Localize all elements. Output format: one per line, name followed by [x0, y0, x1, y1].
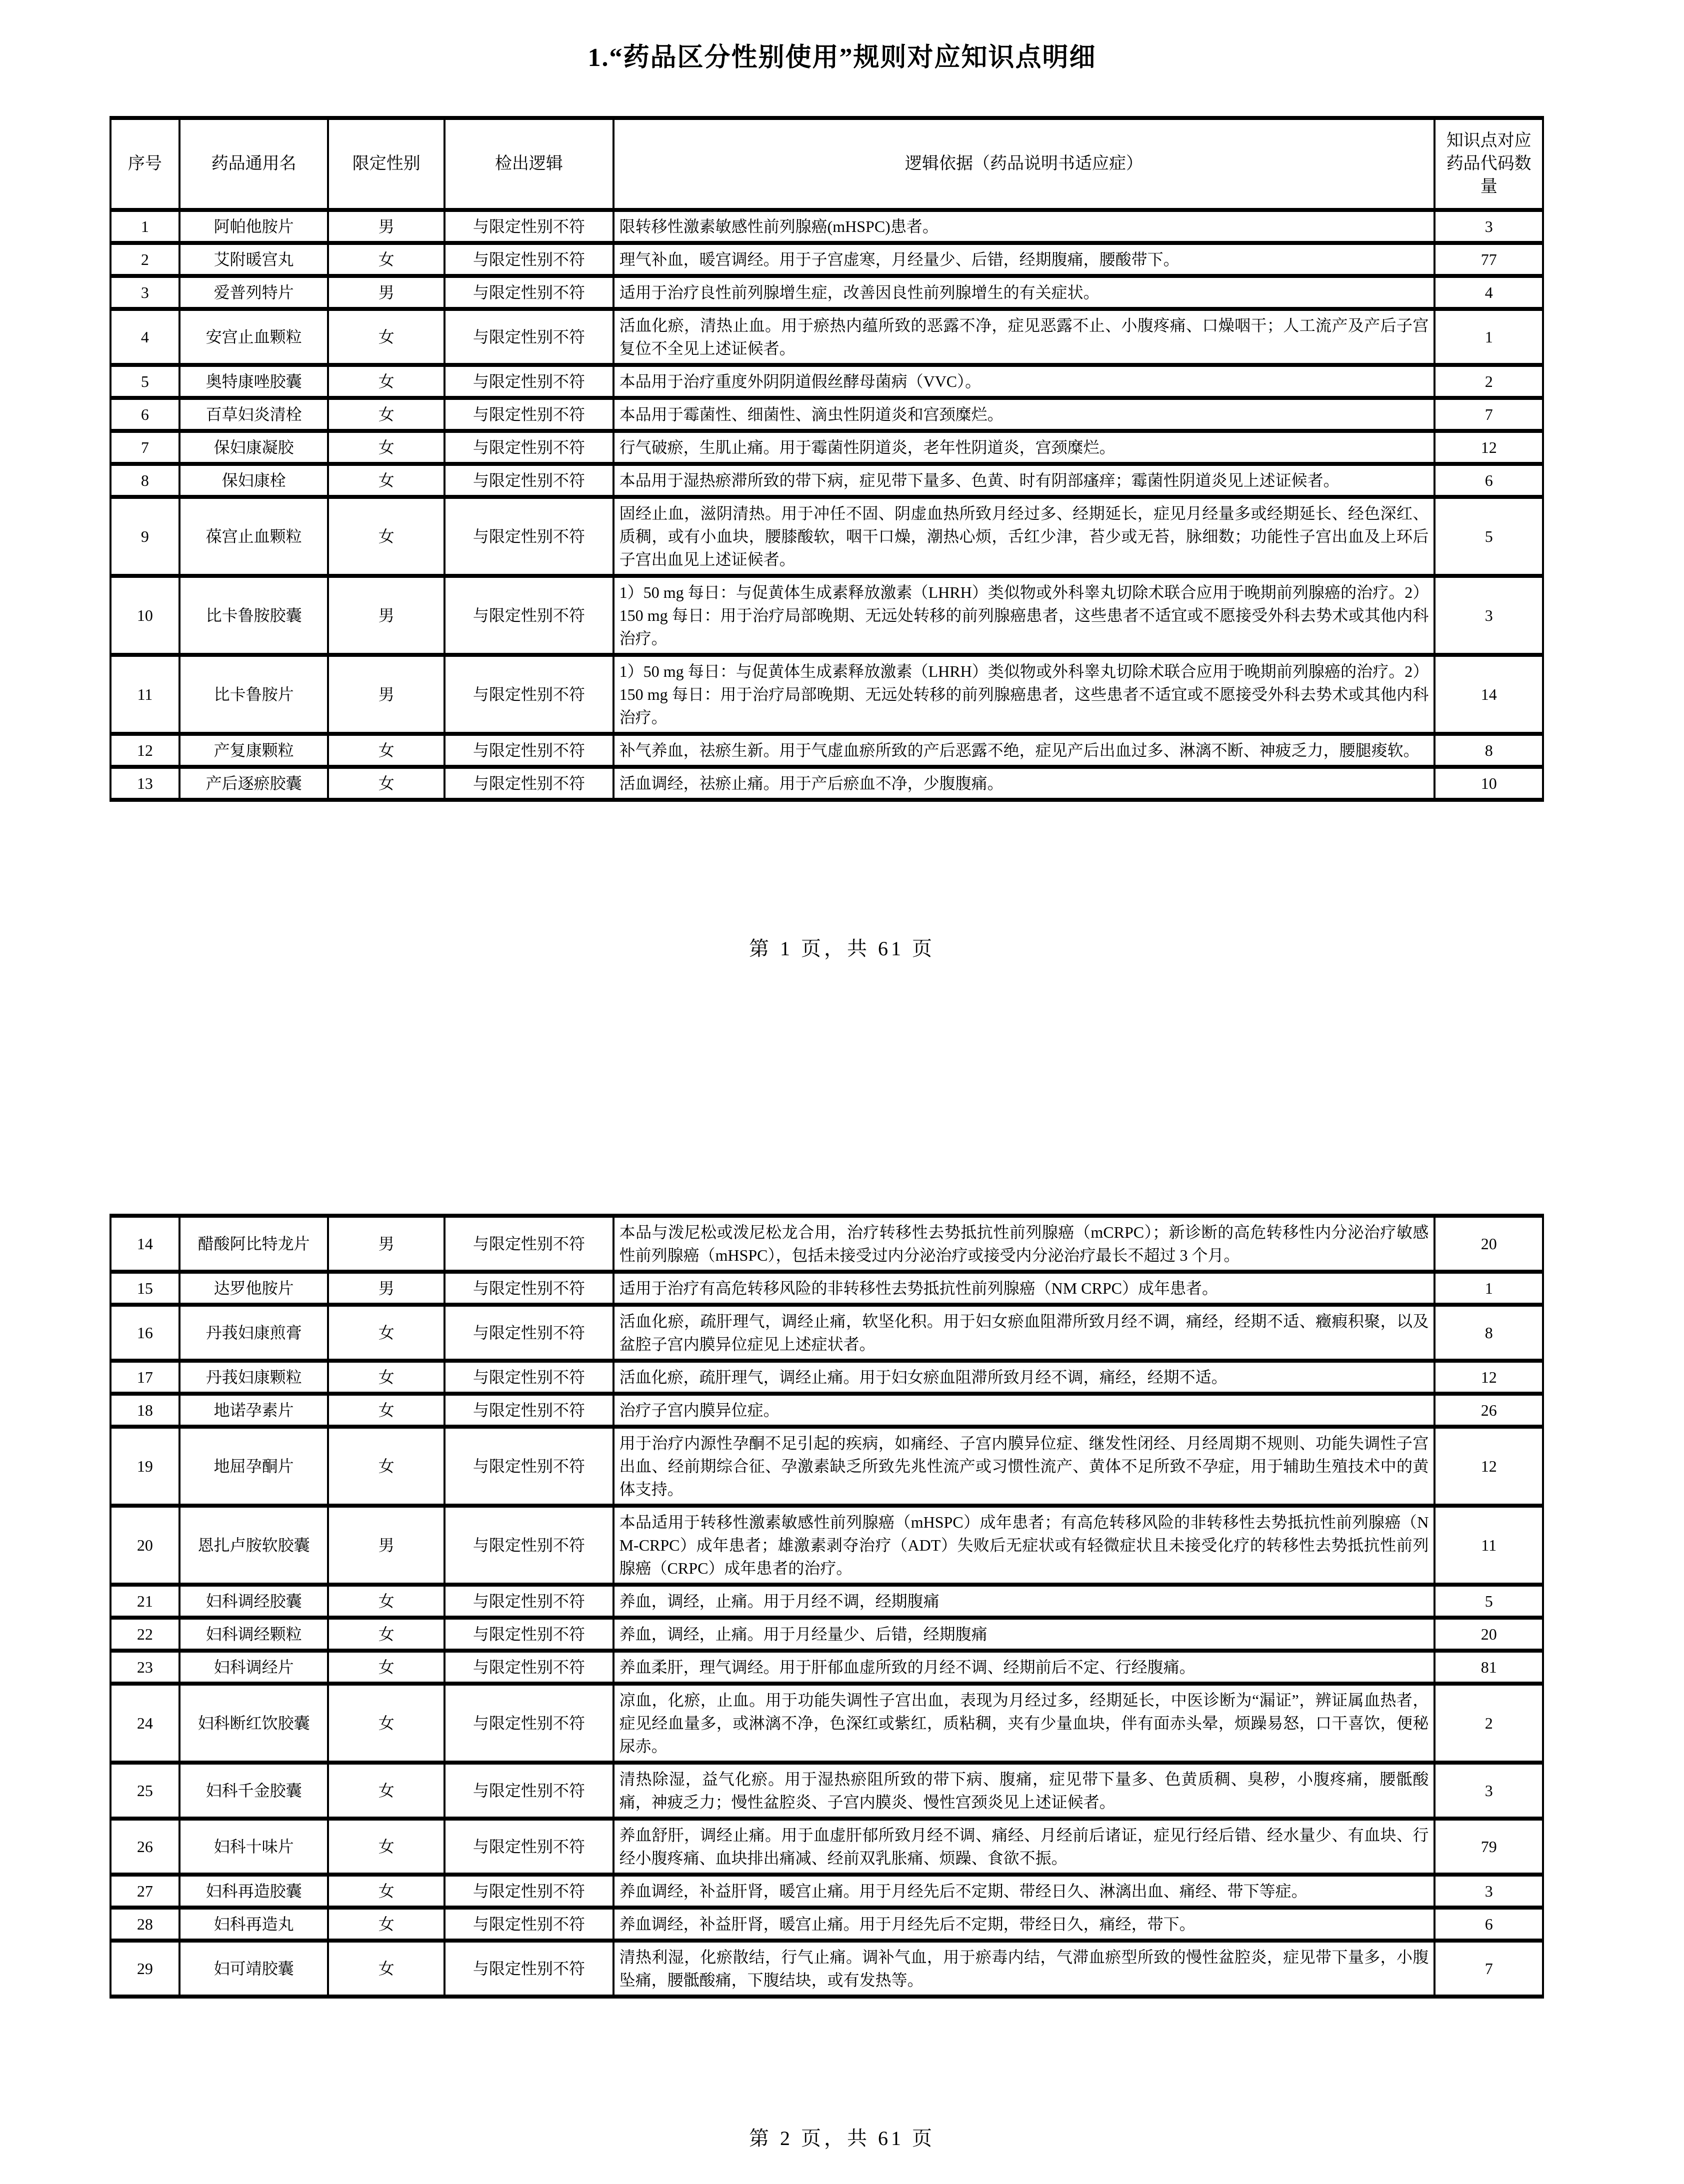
cell-logic: 与限定性别不符 [444, 1427, 613, 1506]
cell-no: 16 [110, 1305, 180, 1361]
cell-gender: 男 [328, 276, 444, 309]
cell-count: 12 [1434, 1427, 1543, 1506]
cell-name: 安宫止血颗粒 [180, 309, 328, 365]
cell-basis: 适用于治疗有高危转移风险的非转移性去势抵抗性前列腺癌（NM CRPC）成年患者。 [614, 1272, 1435, 1305]
cell-name: 妇科调经颗粒 [180, 1618, 328, 1651]
table-row [110, 398, 1543, 431]
table-row [110, 1506, 1543, 1585]
table-row [110, 309, 1543, 365]
cell-logic: 与限定性别不符 [444, 1763, 613, 1819]
cell-logic: 与限定性别不符 [444, 767, 613, 800]
cell-gender: 男 [328, 576, 444, 655]
cell-count: 1 [1434, 309, 1543, 365]
cell-basis: 活血化瘀，疏肝理气，调经止痛。用于妇女瘀血阻滞所致月经不调，痛经，经期不适。 [614, 1361, 1435, 1394]
cell-count: 6 [1434, 1908, 1543, 1941]
cell-basis: 养血柔肝，理气调经。用于肝郁血虚所致的月经不调、经期前后不定、行经腹痛。 [614, 1651, 1435, 1684]
cell-no: 22 [110, 1618, 180, 1651]
cell-name: 地屈孕酮片 [180, 1427, 328, 1506]
cell-count: 12 [1434, 1361, 1543, 1394]
cell-name: 妇科断红饮胶囊 [180, 1684, 328, 1763]
cell-name: 达罗他胺片 [180, 1272, 328, 1305]
cell-basis: 本品用于湿热瘀滞所致的带下病，症见带下量多、色黄、时有阴部瘙痒；霉菌性阴道炎见上述证候者。 [614, 464, 1435, 497]
table-row [110, 1684, 1543, 1763]
cell-basis: 活血化瘀，疏肝理气，调经止痛，软坚化积。用于妇女瘀血阻滞所致月经不调，痛经，经期不适、癥瘕积聚，以及盆腔子宫内膜异位症见上述症状者。 [614, 1305, 1435, 1361]
cell-count: 2 [1434, 365, 1543, 398]
cell-basis: 行气破瘀，生肌止痛。用于霉菌性阴道炎，老年性阴道炎，宫颈糜烂。 [614, 431, 1435, 464]
table-body-page-1 [110, 210, 1543, 800]
cell-gender: 女 [328, 1361, 444, 1394]
cell-name: 恩扎卢胺软胶囊 [180, 1506, 328, 1585]
table-body-page-2 [110, 1216, 1543, 1997]
column-header-no: 序号 [110, 118, 180, 210]
cell-count: 10 [1434, 767, 1543, 800]
cell-count: 2 [1434, 1684, 1543, 1763]
page-footer-1: 第 1 页，共 61 页 [749, 937, 935, 960]
table-row [110, 1305, 1543, 1361]
table-row [110, 210, 1543, 243]
cell-gender: 男 [328, 1216, 444, 1272]
cell-name: 葆宫止血颗粒 [180, 497, 328, 576]
cell-no: 20 [110, 1506, 180, 1585]
cell-no: 19 [110, 1427, 180, 1506]
cell-logic: 与限定性别不符 [444, 243, 613, 276]
cell-no: 27 [110, 1875, 180, 1908]
cell-logic: 与限定性别不符 [444, 1819, 613, 1875]
table-row [110, 431, 1543, 464]
cell-basis: 活血调经，祛瘀止痛。用于产后瘀血不净，少腹腹痛。 [614, 767, 1435, 800]
cell-name: 丹莪妇康颗粒 [180, 1361, 328, 1394]
cell-count: 81 [1434, 1651, 1543, 1684]
table-row [110, 1216, 1543, 1272]
cell-gender: 男 [328, 1506, 444, 1585]
cell-name: 醋酸阿比特龙片 [180, 1216, 328, 1272]
table-row [110, 734, 1543, 767]
cell-logic: 与限定性别不符 [444, 655, 613, 734]
cell-no: 12 [110, 734, 180, 767]
page-footer-2: 第 2 页，共 61 页 [749, 2127, 935, 2150]
table-row [110, 1618, 1543, 1651]
cell-count: 7 [1434, 1941, 1543, 1997]
table-row [110, 767, 1543, 800]
cell-gender: 女 [328, 1394, 444, 1427]
cell-gender: 女 [328, 365, 444, 398]
cell-count: 26 [1434, 1394, 1543, 1427]
cell-logic: 与限定性别不符 [444, 1585, 613, 1618]
table-header [110, 118, 1543, 210]
cell-logic: 与限定性别不符 [444, 210, 613, 243]
cell-logic: 与限定性别不符 [444, 464, 613, 497]
cell-gender: 女 [328, 1941, 444, 1997]
cell-logic: 与限定性别不符 [444, 576, 613, 655]
cell-logic: 与限定性别不符 [444, 398, 613, 431]
cell-basis: 治疗子宫内膜异位症。 [614, 1394, 1435, 1427]
cell-name: 保妇康凝胶 [180, 431, 328, 464]
page-title: 1.“药品区分性别使用”规则对应知识点明细 [588, 43, 1096, 72]
cell-gender: 女 [328, 1908, 444, 1941]
cell-no: 4 [110, 309, 180, 365]
cell-no: 14 [110, 1216, 180, 1272]
table-row [110, 1361, 1543, 1394]
table-row [110, 365, 1543, 398]
cell-count: 6 [1434, 464, 1543, 497]
cell-basis: 养血调经，补益肝肾，暖宫止痛。用于月经先后不定期，带经日久，痛经，带下。 [614, 1908, 1435, 1941]
cell-name: 妇科再造丸 [180, 1908, 328, 1941]
table-row [110, 1875, 1543, 1908]
cell-gender: 女 [328, 1875, 444, 1908]
cell-no: 23 [110, 1651, 180, 1684]
cell-name: 产后逐瘀胶囊 [180, 767, 328, 800]
cell-gender: 女 [328, 243, 444, 276]
cell-basis: 限转移性激素敏感性前列腺癌(mHSPC)患者。 [614, 210, 1435, 243]
cell-name: 妇科十味片 [180, 1819, 328, 1875]
table-row [110, 243, 1543, 276]
cell-basis: 用于治疗内源性孕酮不足引起的疾病，如痛经、子宫内膜异位症、继发性闭经、月经周期不规则、功能失调性子宫出血、经前期综合征、孕激素缺乏所致先兆性流产或习惯性流产、黄体不足所致不孕症，用于辅助生殖技术中的黄体支持。 [614, 1427, 1435, 1506]
cell-name: 比卡鲁胺胶囊 [180, 576, 328, 655]
cell-basis: 1）50 mg 每日：与促黄体生成素释放激素（LHRH）类似物或外科睾丸切除术联合应用于晚期前列腺癌的治疗。2）150 mg 每日：用于治疗局部晚期、无远处转移的前列腺癌患者，这些患者不适宜或不愿接受外科去势术或其他内科治疗。 [614, 576, 1435, 655]
cell-count: 1 [1434, 1272, 1543, 1305]
table-row [110, 1394, 1543, 1427]
table-row [110, 1585, 1543, 1618]
cell-logic: 与限定性别不符 [444, 365, 613, 398]
cell-no: 10 [110, 576, 180, 655]
cell-count: 4 [1434, 276, 1543, 309]
cell-no: 18 [110, 1394, 180, 1427]
cell-no: 11 [110, 655, 180, 734]
cell-basis: 养血，调经，止痛。用于月经不调，经期腹痛 [614, 1585, 1435, 1618]
cell-logic: 与限定性别不符 [444, 1684, 613, 1763]
cell-count: 79 [1434, 1819, 1543, 1875]
cell-logic: 与限定性别不符 [444, 1506, 613, 1585]
cell-count: 3 [1434, 576, 1543, 655]
cell-logic: 与限定性别不符 [444, 497, 613, 576]
cell-basis: 清热除湿，益气化瘀。用于湿热瘀阻所致的带下病、腹痛，症见带下量多、色黄质稠、臭秽，小腹疼痛，腰骶酸痛，神疲乏力；慢性盆腔炎、子宫内膜炎、慢性宫颈炎见上述证候者。 [614, 1763, 1435, 1819]
cell-count: 8 [1434, 1305, 1543, 1361]
rules-table-page-1 [110, 116, 1544, 802]
cell-no: 21 [110, 1585, 180, 1618]
cell-basis: 本品与泼尼松或泼尼松龙合用，治疗转移性去势抵抗性前列腺癌（mCRPC）；新诊断的高危转移性内分泌治疗敏感性前列腺癌（mHSPC），包括未接受过内分泌治疗或接受内分泌治疗最长不超过 3 个月。 [614, 1216, 1435, 1272]
cell-count: 8 [1434, 734, 1543, 767]
cell-logic: 与限定性别不符 [444, 1908, 613, 1941]
cell-count: 7 [1434, 398, 1543, 431]
cell-no: 29 [110, 1941, 180, 1997]
cell-count: 3 [1434, 1763, 1543, 1819]
cell-count: 5 [1434, 1585, 1543, 1618]
cell-gender: 男 [328, 655, 444, 734]
cell-logic: 与限定性别不符 [444, 1216, 613, 1272]
cell-name: 妇科千金胶囊 [180, 1763, 328, 1819]
cell-logic: 与限定性别不符 [444, 1272, 613, 1305]
cell-basis: 养血，调经，止痛。用于月经量少、后错，经期腹痛 [614, 1618, 1435, 1651]
cell-logic: 与限定性别不符 [444, 1618, 613, 1651]
cell-no: 24 [110, 1684, 180, 1763]
cell-no: 17 [110, 1361, 180, 1394]
cell-name: 妇科调经片 [180, 1651, 328, 1684]
cell-name: 地诺孕素片 [180, 1394, 328, 1427]
table-row [110, 497, 1543, 576]
cell-gender: 女 [328, 767, 444, 800]
cell-basis: 适用于治疗良性前列腺增生症，改善因良性前列腺增生的有关症状。 [614, 276, 1435, 309]
cell-name: 保妇康栓 [180, 464, 328, 497]
cell-basis: 养血调经，补益肝肾，暖宫止痛。用于月经先后不定期、带经日久、淋漓出血、痛经、带下等症。 [614, 1875, 1435, 1908]
cell-gender: 女 [328, 1684, 444, 1763]
cell-gender: 女 [328, 309, 444, 365]
column-header-name: 药品通用名 [180, 118, 328, 210]
cell-count: 3 [1434, 1875, 1543, 1908]
cell-gender: 女 [328, 1427, 444, 1506]
table-row [110, 276, 1543, 309]
cell-basis: 养血舒肝，调经止痛。用于血虚肝郁所致月经不调、痛经、月经前后诸证，症见行经后错、经水量少、有血块、行经小腹疼痛、血块排出痛减、经前双乳胀痛、烦躁、食欲不振。 [614, 1819, 1435, 1875]
column-header-basis: 逻辑依据（药品说明书适应症） [614, 118, 1435, 210]
column-header-logic: 检出逻辑 [444, 118, 613, 210]
cell-no: 13 [110, 767, 180, 800]
cell-logic: 与限定性别不符 [444, 276, 613, 309]
cell-no: 9 [110, 497, 180, 576]
cell-logic: 与限定性别不符 [444, 1305, 613, 1361]
cell-no: 28 [110, 1908, 180, 1941]
cell-no: 26 [110, 1819, 180, 1875]
cell-count: 14 [1434, 655, 1543, 734]
cell-count: 11 [1434, 1506, 1543, 1585]
table-row [110, 1763, 1543, 1819]
cell-name: 比卡鲁胺片 [180, 655, 328, 734]
cell-gender: 女 [328, 734, 444, 767]
cell-no: 1 [110, 210, 180, 243]
cell-gender: 女 [328, 1305, 444, 1361]
cell-no: 15 [110, 1272, 180, 1305]
cell-name: 爱普列特片 [180, 276, 328, 309]
cell-no: 6 [110, 398, 180, 431]
cell-basis: 凉血，化瘀，止血。用于功能失调性子宫出血，表现为月经过多，经期延长，中医诊断为“漏证”，辨证属血热者，症见经血量多，或淋漓不净，色深红或紫红，质粘稠，夹有少量血块，伴有面赤头晕，烦躁易怒，口干喜饮，便秘尿赤。 [614, 1684, 1435, 1763]
cell-no: 7 [110, 431, 180, 464]
table-row [110, 576, 1543, 655]
cell-logic: 与限定性别不符 [444, 309, 613, 365]
cell-count: 12 [1434, 431, 1543, 464]
cell-name: 百草妇炎清栓 [180, 398, 328, 431]
cell-gender: 女 [328, 464, 444, 497]
table-row [110, 655, 1543, 734]
cell-gender: 男 [328, 210, 444, 243]
cell-basis: 清热利湿，化瘀散结，行气止痛。调补气血，用于瘀毒内结，气滞血瘀型所致的慢性盆腔炎，症见带下量多，小腹坠痛，腰骶酸痛，下腹结块，或有发热等。 [614, 1941, 1435, 1997]
cell-basis: 本品用于治疗重度外阴阴道假丝酵母菌病（VVC）。 [614, 365, 1435, 398]
cell-gender: 男 [328, 1272, 444, 1305]
table-row [110, 464, 1543, 497]
cell-name: 奥特康唑胶囊 [180, 365, 328, 398]
cell-count: 5 [1434, 497, 1543, 576]
cell-name: 产复康颗粒 [180, 734, 328, 767]
cell-basis: 活血化瘀，清热止血。用于瘀热内蕴所致的恶露不净，症见恶露不止、小腹疼痛、口燥咽干；人工流产及产后子宫复位不全见上述证候者。 [614, 309, 1435, 365]
cell-gender: 女 [328, 1763, 444, 1819]
cell-logic: 与限定性别不符 [444, 1941, 613, 1997]
cell-logic: 与限定性别不符 [444, 734, 613, 767]
cell-gender: 女 [328, 398, 444, 431]
table-row [110, 1941, 1543, 1997]
cell-gender: 女 [328, 1819, 444, 1875]
cell-logic: 与限定性别不符 [444, 1875, 613, 1908]
column-header-gender: 限定性别 [328, 118, 444, 210]
table-row [110, 1427, 1543, 1506]
cell-gender: 女 [328, 1651, 444, 1684]
rules-table-page-2 [110, 1214, 1544, 1999]
cell-gender: 女 [328, 431, 444, 464]
cell-basis: 本品适用于转移性激素敏感性前列腺癌（mHSPC）成年患者；有高危转移风险的非转移性去势抵抗性前列腺癌（NM-CRPC）成年患者；雄激素剥夺治疗（ADT）失败后无症状或有轻微症状且未接受化疗的转移性去势抵抗性前列腺癌（CRPC）成年患者的治疗。 [614, 1506, 1435, 1585]
cell-no: 5 [110, 365, 180, 398]
cell-gender: 女 [328, 1585, 444, 1618]
cell-gender: 女 [328, 1618, 444, 1651]
cell-basis: 1）50 mg 每日：与促黄体生成素释放激素（LHRH）类似物或外科睾丸切除术联合应用于晚期前列腺癌的治疗。2）150 mg 每日：用于治疗局部晚期、无远处转移的前列腺癌患者，这些患者不适宜或不愿接受外科去势术或其他内科治疗。 [614, 655, 1435, 734]
cell-logic: 与限定性别不符 [444, 1394, 613, 1427]
cell-count: 20 [1434, 1618, 1543, 1651]
cell-logic: 与限定性别不符 [444, 1651, 613, 1684]
cell-count: 77 [1434, 243, 1543, 276]
table-row [110, 1819, 1543, 1875]
cell-no: 8 [110, 464, 180, 497]
cell-name: 妇可靖胶囊 [180, 1941, 328, 1997]
table-row [110, 1651, 1543, 1684]
cell-name: 妇科再造胶囊 [180, 1875, 328, 1908]
cell-gender: 女 [328, 497, 444, 576]
table-row [110, 1272, 1543, 1305]
cell-name: 丹莪妇康煎膏 [180, 1305, 328, 1361]
cell-name: 艾附暖宫丸 [180, 243, 328, 276]
table-row [110, 1908, 1543, 1941]
cell-count: 20 [1434, 1216, 1543, 1272]
cell-name: 阿帕他胺片 [180, 210, 328, 243]
cell-basis: 固经止血，滋阴清热。用于冲任不固、阴虚血热所致月经过多、经期延长，症见月经量多或经期延长、经色深红、质稠，或有小血块，腰膝酸软，咽干口燥，潮热心烦，舌红少津，苔少或无苔，脉细数；功能性子宫出血及上环后子宫出血见上述证候者。 [614, 497, 1435, 576]
cell-basis: 理气补血，暖宫调经。用于子宫虚寒，月经量少、后错，经期腹痛，腰酸带下。 [614, 243, 1435, 276]
cell-logic: 与限定性别不符 [444, 1361, 613, 1394]
cell-basis: 本品用于霉菌性、细菌性、滴虫性阴道炎和宫颈糜烂。 [614, 398, 1435, 431]
header-row [110, 118, 1543, 210]
cell-no: 3 [110, 276, 180, 309]
cell-name: 妇科调经胶囊 [180, 1585, 328, 1618]
cell-logic: 与限定性别不符 [444, 431, 613, 464]
cell-basis: 补气养血，祛瘀生新。用于气虚血瘀所致的产后恶露不绝，症见产后出血过多、淋漓不断、神疲乏力，腰腿痠软。 [614, 734, 1435, 767]
column-header-count: 知识点对应药品代码数量 [1434, 118, 1543, 210]
cell-no: 25 [110, 1763, 180, 1819]
cell-count: 3 [1434, 210, 1543, 243]
cell-no: 2 [110, 243, 180, 276]
